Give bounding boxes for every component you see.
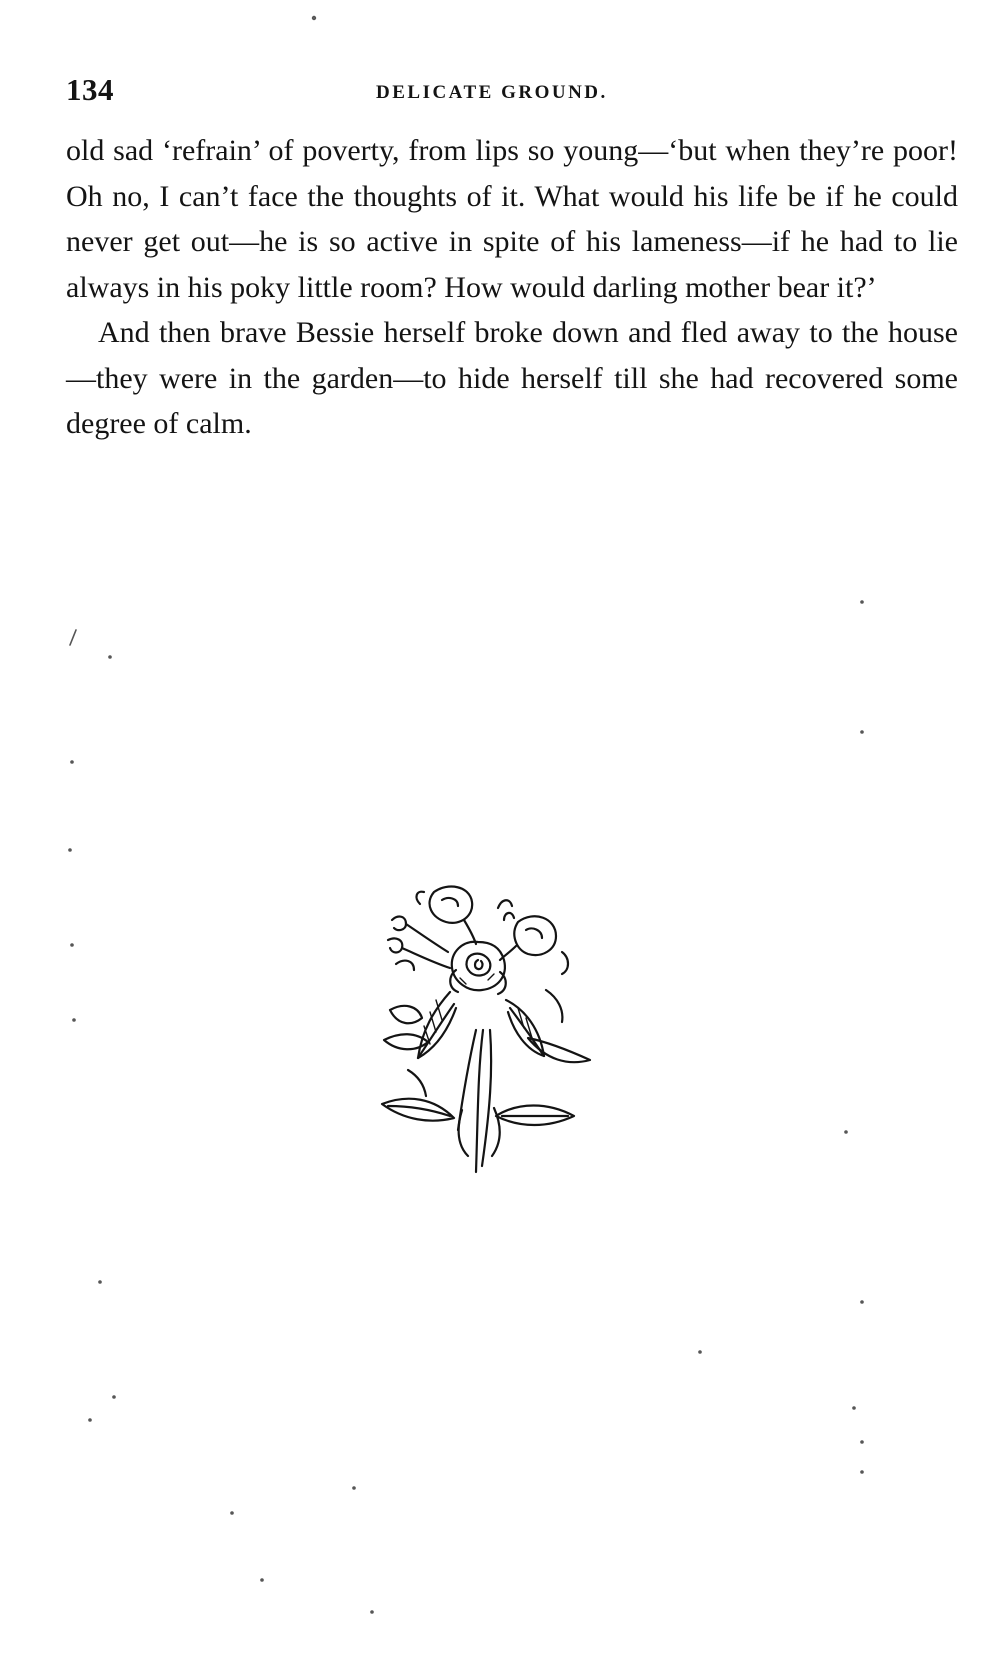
- paragraph-bessie: And then brave Bessie herself broke down and fled away to the house—they were in the garden—to hide herself till she had recovered some degree of calm.: [66, 316, 958, 440]
- running-title: DELICATE GROUND.: [376, 82, 608, 103]
- body-text: [66, 128, 958, 447]
- running-head: [66, 72, 958, 112]
- floral-bouquet-icon: [378, 880, 618, 1180]
- paragraph-continued: old sad ‘refrain’ of poverty, from lips so young—‘but when they’re poor! Oh no, I can’t face the thoughts of it. What would his life be if he could never get out—he is so active in spite of his lameness—if he had to lie always in his poky little room? How would darling mother bear it?’: [66, 134, 958, 304]
- page-number: 134: [66, 72, 114, 107]
